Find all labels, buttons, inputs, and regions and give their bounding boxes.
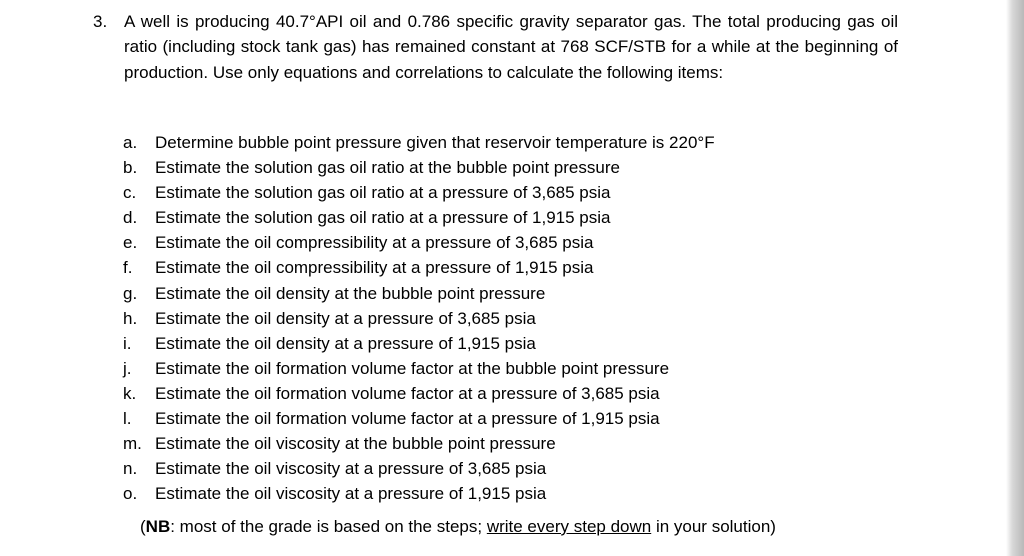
list-item-marker: k.	[123, 383, 137, 403]
list-item-text: Determine bubble point pressure given that reservoir temperature is 220°F	[155, 133, 715, 152]
list-item-text: Estimate the oil formation volume factor at the bubble point pressure	[155, 358, 670, 378]
list-item-marker: c.	[123, 183, 137, 203]
list-item	[123, 331, 823, 356]
question-number: 3.	[93, 12, 108, 31]
list-item-text: Estimate the oil formation volume factor at a pressure of 3,685 psia	[155, 383, 660, 403]
list-item-marker: e.	[123, 233, 138, 253]
list-item-text: Estimate the oil viscosity at the bubble point pressure	[155, 434, 556, 454]
question-block	[93, 9, 898, 85]
list-item-text: Estimate the solution gas oil ratio at the bubble point pressure	[155, 158, 620, 178]
list-item-marker: o.	[123, 484, 138, 504]
list-item	[123, 481, 823, 506]
list-item-marker: j.	[123, 358, 132, 378]
list-item	[123, 306, 823, 331]
list-item-marker: h.	[123, 308, 138, 328]
list-item	[123, 230, 823, 255]
list-item-marker: i.	[123, 333, 132, 353]
item-list	[123, 130, 823, 506]
list-item-marker: g.	[123, 283, 138, 303]
list-item	[123, 180, 823, 205]
list-item-text: Estimate the oil viscosity at a pressure of 1,915 psia	[155, 484, 547, 504]
list-item	[123, 205, 823, 230]
note-middle: : most of the grade is based on the steps;	[170, 517, 487, 536]
list-item-marker: m.	[123, 434, 142, 454]
list-item-text: Estimate the oil density at a pressure of 1,915 psia	[155, 333, 536, 353]
list-item-text: Estimate the oil formation volume factor at a pressure of 1,915 psia	[155, 409, 660, 429]
grading-note	[140, 514, 776, 539]
list-item-text: Estimate the oil density at the bubble point pressure	[155, 283, 546, 303]
page-edge-shadow	[1006, 0, 1024, 556]
list-item	[123, 130, 823, 155]
list-item-marker: l.	[123, 409, 132, 429]
note-label: NB	[145, 517, 171, 536]
list-item-text: Estimate the oil compressibility at a pressure of 1,915 psia	[155, 258, 594, 278]
list-item	[123, 356, 823, 381]
list-item	[123, 381, 823, 406]
list-item-text: Estimate the solution gas oil ratio at a pressure of 3,685 psia	[155, 183, 611, 203]
question-text: A well is producing 40.7°API oil and 0.786 specific gravity separator gas. The total producing gas oil ratio (including stock tank gas) has remained constant at 768 SCF/STB for a while at the beginning of production. Use only equations and correlations to calculate the following items:	[124, 12, 898, 82]
list-item	[123, 456, 823, 481]
note-open-paren: (	[140, 517, 146, 536]
list-item	[123, 406, 823, 431]
list-item-text: Estimate the oil compressibility at a pressure of 3,685 psia	[155, 233, 594, 253]
note-emphasis: write every step down	[486, 517, 652, 536]
list-item-text: Estimate the oil density at a pressure of 3,685 psia	[155, 308, 536, 328]
list-item	[123, 431, 823, 456]
list-item-text: Estimate the solution gas oil ratio at a pressure of 1,915 psia	[155, 208, 611, 228]
list-item-marker: a.	[123, 133, 138, 152]
list-item-marker: b.	[123, 158, 138, 178]
list-item-marker: d.	[123, 208, 138, 228]
list-item	[123, 155, 823, 180]
list-item-marker: n.	[123, 459, 138, 479]
list-item-marker: f.	[123, 258, 133, 278]
list-item-text: Estimate the oil viscosity at a pressure of 3,685 psia	[155, 459, 547, 479]
list-item	[123, 281, 823, 306]
note-end: in your solution)	[651, 517, 776, 536]
list-item	[123, 255, 823, 280]
